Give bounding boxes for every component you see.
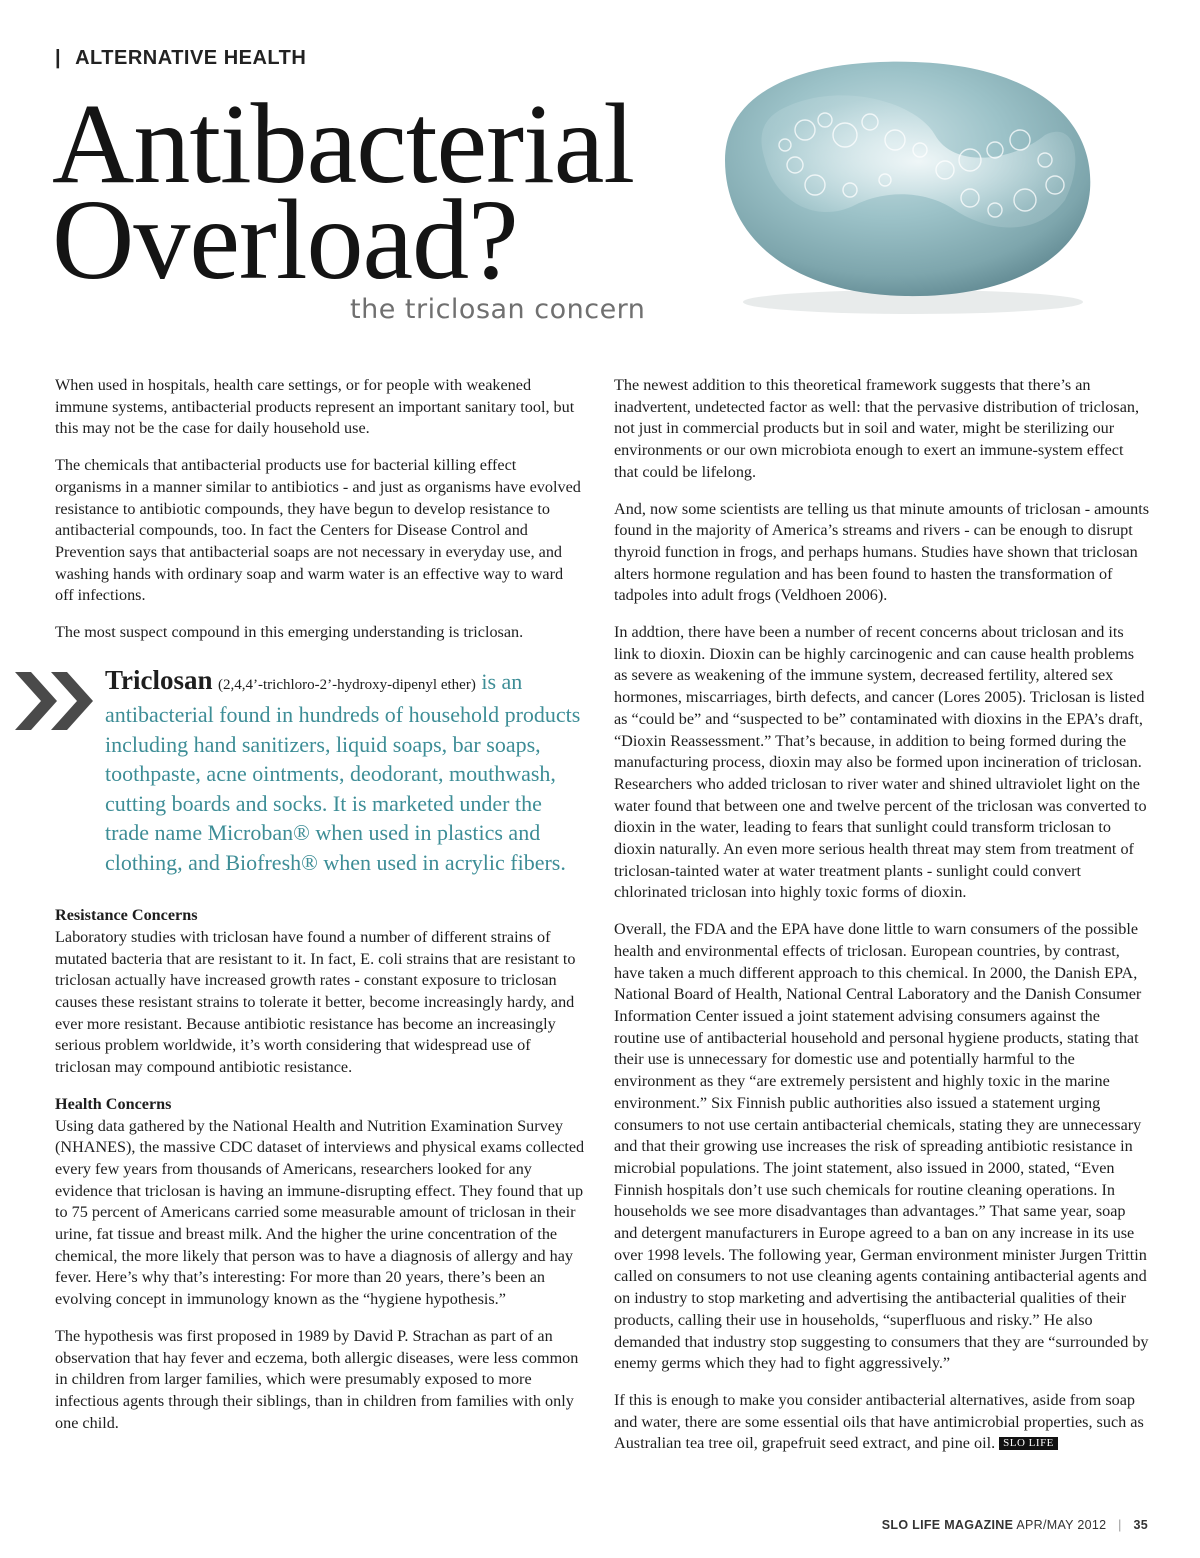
intro-paragraph-2: The chemicals that antibacterial products use for bacterial killing effect organisms in a manner similar to antibiotics - and just as organisms have evolved resistance to antibiotic compounds, they have begun to develop resistance to antibacterial compounds, too. In fact the Centers for Disease Control and Prevention says that antibacterial soaps are not necessary in everyday use, and washing hands with ordinary soap and warm water is an effective way to ward off infections. bbox=[55, 456, 581, 605]
hypothesis-paragraph: The hypothesis was first proposed in 1989 by David P. Strachan as part of an observation that hay fever and eczema, both allergic diseases, were less common in children from larger families, which were presumably exposed to more infectious agents through their siblings, than in children from families with only one child. bbox=[55, 1326, 579, 1432]
soap-bar-image bbox=[685, 40, 1125, 320]
resistance-paragraph: Laboratory studies with triclosan have found a number of different strains of mutated bacteria that are resistant to it. In fact, E. coli strains that are resistant to triclosan actually have increased growth rates - constant exposure to triclosan causes these resistant strains to tolerate it better, become increasingly hardy, and ever more resistant. Because antibiotic resistance has become an increasingly serious problem worldwide, it’s worth considering that widespread use of triclosan may compound antibiotic resistance. bbox=[55, 927, 576, 1077]
closing-text: If this is enough to make you consider antibacterial alternatives, aside from soap and water, there are some essential oils that have antimicrobial properties, such as Australian tea tree oil, grapefruit seed extract, and pine oil. bbox=[614, 1390, 1144, 1453]
intro-paragraph-3: The most suspect compound in this emerging understanding is triclosan. bbox=[55, 623, 524, 642]
footer-divider: | bbox=[1118, 1518, 1122, 1532]
footer-magazine: SLO LIFE MAGAZINE bbox=[881, 1518, 1014, 1532]
page-subtitle: the triclosan concern bbox=[350, 294, 646, 325]
double-chevron-icon bbox=[15, 672, 103, 730]
footer-issue: APR/MAY 2012 bbox=[1016, 1518, 1107, 1532]
health-paragraph: Using data gathered by the National Health and Nutrition Examination Survey (NHANES), the massive CDC dataset of interviews and physical exams collected every few years from thousands of Americans, researchers looked for any evidence that triclosan is having an immune-disrupting effect. They found that up to 75 percent of Americans carried some measurable amount of triclosan in their urine, fat tissue and breast milk. And the higher the urine concentration of the chemical, the more likely that person was to have a diagnosis of allergy and hay fever. Here’s why that’s interesting: For more than 20 years, there’s been an evolving concept in immunology known as the “hygiene hypothesis.” bbox=[55, 1116, 585, 1309]
title-line-1: Antibacterial bbox=[52, 80, 635, 207]
right-paragraph-3: In addtion, there have been a number of recent concerns about triclosan and its link to dioxin. Dioxin can be highly carcinogenic and can cause health problems as severe as weakening of the immune system, decreased fertility, altered sex hormones, miscarriages, birth defects, and cancer (Lores 2005). Triclosan is listed as “could be” and “suspected to be” contaminated with dioxins in the EPA’s draft, “Dioxin Reassessment.” That’s because, in addition to being formed during the manufacturing process, dioxin may also be formed upon incineration of triclosan. Researchers who added triclosan to river water and shined ultraviolet light on the water found that between one and twelve percent of the triclosan was converted to dioxin in the water, leading to fears that sunlight could transform triclosan to dioxin naturally. An even more serious health threat may stem from treatment of triclosan-tainted water at water treatment plants - sunlight could convert chlorinated triclosan into highly toxic forms of dioxin. bbox=[614, 623, 1147, 902]
right-paragraph-4: Overall, the FDA and the EPA have done little to warn consumers of the possible health and environmental effects of triclosan. European countries, by contrast, have taken a much different approach to this chemical. In 2000, the Danish EPA, National Board of Health, National Central Laboratory and the Danish Consumer Information Center issued a joint statement advising consumers against the routine use of antibacterial household and personal hygiene products, stating that their use is unnecessary for domestic use and potentially harmful to the environment as they “are extremely persistent and highly toxic in the marine environment.” Six Finnish public authorities also issued a statement urging consumers to not use certain antibacterial chemicals, stating they are unnecessary and that their growing use increases the risk of spreading antibiotic resistance in microbial populations. The joint statement, also issued in 2000, stated, “Even Finnish hospitals don’t use such chemicals for routine cleaning operations. In households we see more disadvantages than advantages.” That same year, soap and detergent manufacturers in Europe agreed to a ban on any increase in its use over 1998 levels. The following year, German environment minister Jurgen Trittin called on consumers to not use cleaning agents containing antibacterial agents and on industry to stop marketing and advertising the antibacterial qualities of their products, calling their use in households, “superfluous and risky.” He also demanded that industry stop suggesting to consumers that they are “surrounded by enemy germs which they had to fight aggressively.” bbox=[614, 920, 1149, 1373]
pullquote bbox=[55, 666, 585, 878]
section-tag bbox=[55, 47, 306, 70]
intro-paragraph-1: When used in hospitals, health care settings, or for people with weakened immune systems, antibacterial products represent an important sanitary tool, but this may not be the case for daily household use. bbox=[55, 376, 575, 438]
section-label: ALTERNATIVE HEALTH bbox=[75, 47, 307, 69]
pullquote-body: is an antibacterial found in hundreds of household products including hand sanitizers, liquid soaps, bar soaps, toothpaste, acne ointments, deodorant, mouthwash, cutting boards and socks. It is marketed under the trade name Microban® when used in plastics and clothing, and Biofresh® when used in acrylic fibers. bbox=[105, 668, 581, 875]
page-title bbox=[52, 80, 635, 303]
page-number: 35 bbox=[1133, 1518, 1148, 1532]
right-paragraph-1: The newest addition to this theoretical framework suggests that there’s an inadvertent, undetected factor as well: that the pervasive distribution of triclosan, not just in commercial products but in soil and water, might be sterilizing our environments or our own microbiota enough to exert an immune-system effect that could be lifelong. bbox=[614, 376, 1140, 481]
left-column bbox=[55, 375, 585, 1449]
title-line-2: Overload? bbox=[52, 176, 518, 303]
health-heading: Health Concerns bbox=[55, 1094, 172, 1113]
pullquote-formula: (2,4,4’-trichloro-2’-hydroxy-dipenyl ether) bbox=[218, 676, 476, 693]
pullquote-term: Triclosan bbox=[105, 664, 213, 695]
end-badge: SLO LIFE bbox=[999, 1437, 1058, 1450]
section-divider: | bbox=[55, 47, 62, 69]
closing-paragraph bbox=[614, 1390, 1149, 1455]
page-footer bbox=[882, 1518, 1148, 1532]
pullquote-text bbox=[105, 666, 585, 878]
right-column bbox=[614, 375, 1149, 1470]
right-paragraph-2: And, now some scientists are telling us that minute amounts of triclosan - amounts found in the majority of America’s streams and rivers - can be enough to disrupt thyroid function in frogs, and perhaps humans. Studies have shown that triclosan alters hormone regulation and has been found to hasten the transformation of tadpoles into adult frogs (Veldhoen 2006). bbox=[614, 499, 1150, 605]
resistance-heading: Resistance Concerns bbox=[55, 906, 198, 925]
